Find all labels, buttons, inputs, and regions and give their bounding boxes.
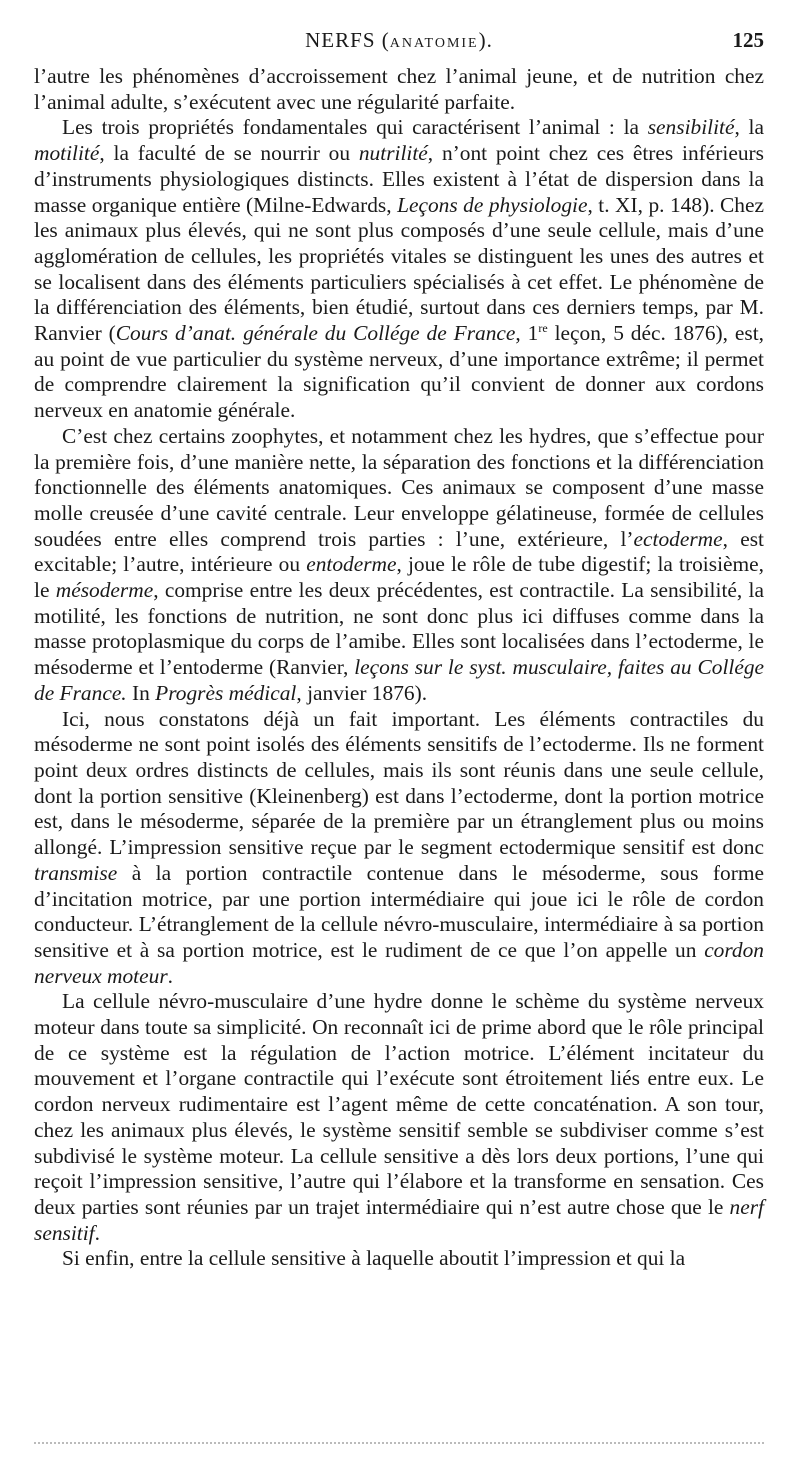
paragraph-4 — [34, 707, 764, 990]
text-run: leçon, 5 déc. 1876), est, au point de vue particulier du système nerveux, d’une importance extrême; il permet de comprendre clairement la signification qu’il convient de donner aux cordons nerveux en anatomie générale. — [34, 321, 764, 423]
text-run: Les trois propriétés fondamentales qui caractérisent l’animal : la — [62, 115, 648, 140]
paragraph-2 — [34, 115, 764, 423]
text-run: In — [126, 680, 156, 705]
text-run: , comprise entre les deux précédentes, est contractile. La sensibilité, la motilité, les fonctions de nutrition, ne sont donc plus ici diffuses comme dans la masse protoplasmique du corps de l’amibe. Elles sont localisées dans l’ectoderme, le mésoderme et l’entoderme (Ranvier, — [34, 578, 764, 680]
text-run: Ici, nous constatons déjà un fait important. Les éléments contractiles du mésoderme ne sont point isolés des éléments sensitifs de l’ectoderme. Ils ne forment point deux ordres distincts de cellules, mais ils sont réunis dans une seule cellule, dont la portion sensitive (Kleinenberg) est dans l’ectoderme, dont la portion motrice est, dans le mésoderme, séparée de la première par un étranglement plus ou moins allongé. L’impression sensitive reçue par le segment ectodermique sensitif est donc — [34, 706, 764, 860]
italic-citation: Progrès médical — [155, 680, 297, 705]
text-run: , t. XI, p. 148). Chez les animaux plus élevés, qui ne sont plus composés d’une seule cellule, mais d’une agglomération de cellules, les propriétés vitales se distinguent les unes des autres et se localisent dans des éléments particuliers spécialisés à cet effet. Le phénomène de la différenciation des éléments, bien étudié, surtout dans ces derniers temps, par M. Ranvier ( — [34, 192, 764, 346]
text-run: , joue le rôle de tube digestif; la troisième, le — [34, 552, 764, 603]
paragraph-3 — [34, 424, 764, 707]
paragraph-1: l’autre les phénomènes d’accroissement chez l’animal jeune, et de nutrition chez l’animal adulte, s’exécutent avec une régularité parfaite. — [34, 64, 764, 114]
bottom-margin-rule — [34, 1442, 764, 1444]
text-run: C’est chez certains zoophytes, et notamment chez les hydres, que s’effectue pour la première fois, d’une manière nette, la séparation des fonctions et la différenciation fonctionnelle des éléments anatomiques. Ces animaux se composent d’une masse molle creusée d’une cavité centrale. Leur enveloppe gélatineuse, formée de cellules soudées entre elles comprend trois parties : l’une, extérieure, l’ — [34, 423, 764, 551]
paragraph-6: Si enfin, entre la cellule sensitive à laquelle aboutit l’impression et qui la — [62, 1246, 686, 1271]
text-run: , la — [734, 115, 764, 140]
running-title-end: ). — [478, 28, 493, 52]
italic-term: cordon nerveux moteur — [34, 937, 764, 988]
text-run: , n’ont point chez ces êtres inférieurs d’instruments physiologiques distincts. Elles existent à l’état de dispersion dans la masse organique entière (Milne-Edwards, — [34, 141, 765, 217]
italic-term: transmise — [34, 860, 118, 885]
italic-citation: Leçons de physiologie — [397, 192, 588, 217]
superscript: re — [538, 320, 548, 335]
italic-term: entoderme — [306, 552, 397, 577]
page-number: 125 — [732, 28, 764, 52]
italic-term: mésoderme — [55, 578, 154, 603]
text-run: , 1 — [515, 321, 539, 346]
italic-term: nerf sensitif — [34, 1194, 764, 1245]
running-title-smallcaps: ANATOMIE — [389, 36, 479, 51]
text-run: , est excitable; l’autre, intérieure ou — [34, 526, 764, 577]
text-run: . — [94, 1220, 100, 1245]
text-run: à la portion contractile contenue dans le mésoderme, sous forme d’incitation motrice, par une portion intermédiaire qui joue ici le rôle de cordon conducteur. L’étranglement de la cellule névro-musculaire, intermédiaire à sa portion sensitive et à sa portion motrice, est le rudiment de ce que l’on appelle un — [34, 860, 764, 962]
italic-term: sensibilité — [647, 115, 735, 140]
italic-citation: leçons sur le syst. musculaire, faites au Collége de France. — [34, 655, 765, 705]
running-title-main: NERFS ( — [305, 28, 390, 52]
text-run: , janvier 1876). — [296, 680, 428, 705]
italic-term: nutrilité — [358, 141, 428, 166]
body-text — [34, 64, 764, 1272]
paragraph-5 — [34, 989, 764, 1246]
text-run: . — [167, 963, 173, 988]
running-header — [34, 28, 764, 58]
italic-citation: Cours d’anat. générale du Collége de France — [115, 321, 516, 346]
text-run: La cellule névro-musculaire d’une hydre donne le schème du système nerveux moteur dans toute sa simplicité. On reconnaît ici de prime abord que le rôle principal de ce système est la régulation de l’action motrice. L’élément incitateur du mouvement et l’organe contractile qui l’exécute sont étroitement liés entre eux. Le cordon nerveux rudimentaire est l’agent même de cette concaténation. A son tour, chez les animaux plus élevés, le système sensitif semble se subdiviser comme s’est subdivisé le système moteur. La cellule sensitive a dès lors deux portions, l’une qui reçoit l’impression sensitive, l’autre qui l’élabore et la transforme en sensation. Ces deux parties sont réunies par un trajet intermédiaire qui n’est autre chose que le — [34, 989, 764, 1219]
italic-term: ectoderme — [633, 526, 723, 551]
running-title — [34, 28, 764, 53]
italic-term: motilité — [34, 141, 100, 166]
text-run: , la faculté de se nourrir ou — [99, 141, 359, 166]
